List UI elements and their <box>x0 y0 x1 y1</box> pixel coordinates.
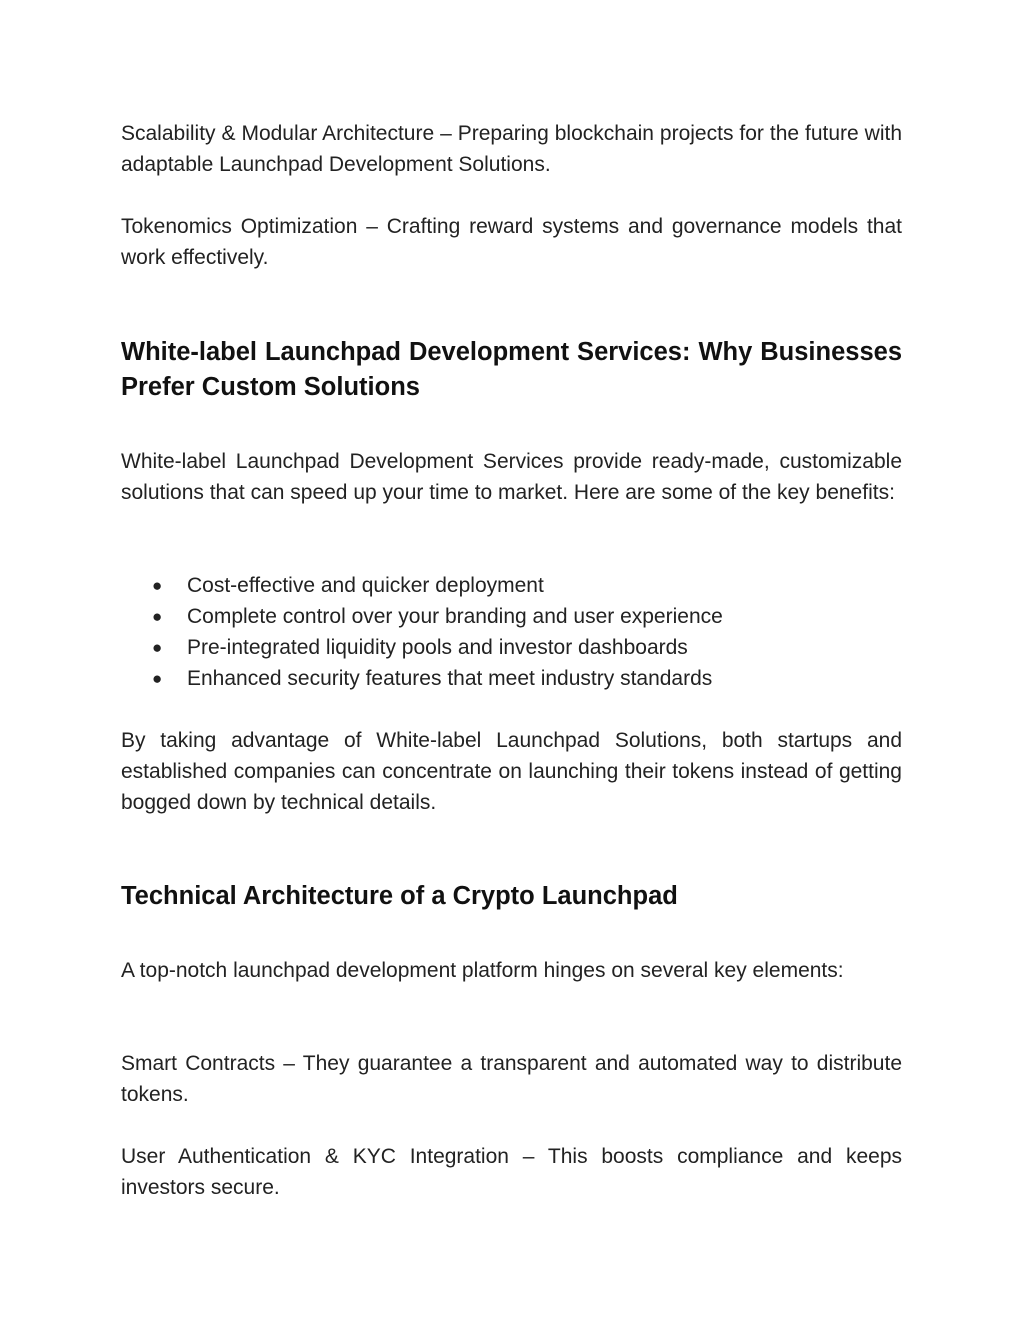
bullet-icon: ● <box>152 638 163 657</box>
list-item <box>121 601 902 632</box>
bullet-icon: ● <box>152 576 163 595</box>
list-item-text: Enhanced security features that meet industry standards <box>187 667 713 690</box>
paragraph-tokenomics: Tokenomics Optimization – Crafting reward systems and governance models that work effectively. <box>121 215 902 269</box>
bullet-icon: ● <box>152 607 163 626</box>
benefits-list <box>121 570 902 694</box>
paragraph-smart-contracts: Smart Contracts – They guarantee a transparent and automated way to distribute tokens. <box>121 1052 902 1106</box>
paragraph-user-auth: User Authentication & KYC Integration – This boosts compliance and keeps investors secure. <box>121 1145 902 1199</box>
paragraph-whitelabel-intro: White-label Launchpad Development Services provide ready-made, customizable solutions that can speed up your time to market. Here are some of the key benefits: <box>121 450 902 504</box>
paragraph-architecture-intro: A top-notch launchpad development platform hinges on several key elements: <box>121 959 844 982</box>
list-item <box>121 632 902 663</box>
paragraph-whitelabel-outro: By taking advantage of White-label Launchpad Solutions, both startups and established companies can concentrate on launching their tokens instead of getting bogged down by technical details. <box>121 729 902 814</box>
heading-architecture: Technical Architecture of a Crypto Launchpad <box>121 882 678 910</box>
list-item <box>121 570 902 601</box>
heading-whitelabel: White-label Launchpad Development Services: Why Businesses Prefer Custom Solutions <box>121 338 902 401</box>
bullet-icon: ● <box>152 669 163 688</box>
list-item <box>121 663 902 694</box>
paragraph-scalability: Scalability & Modular Architecture – Preparing blockchain projects for the future with adaptable Launchpad Development Solutions. <box>121 122 902 176</box>
list-item-text: Pre-integrated liquidity pools and investor dashboards <box>187 636 688 659</box>
list-item-text: Complete control over your branding and user experience <box>187 605 723 628</box>
list-item-text: Cost-effective and quicker deployment <box>187 574 544 597</box>
